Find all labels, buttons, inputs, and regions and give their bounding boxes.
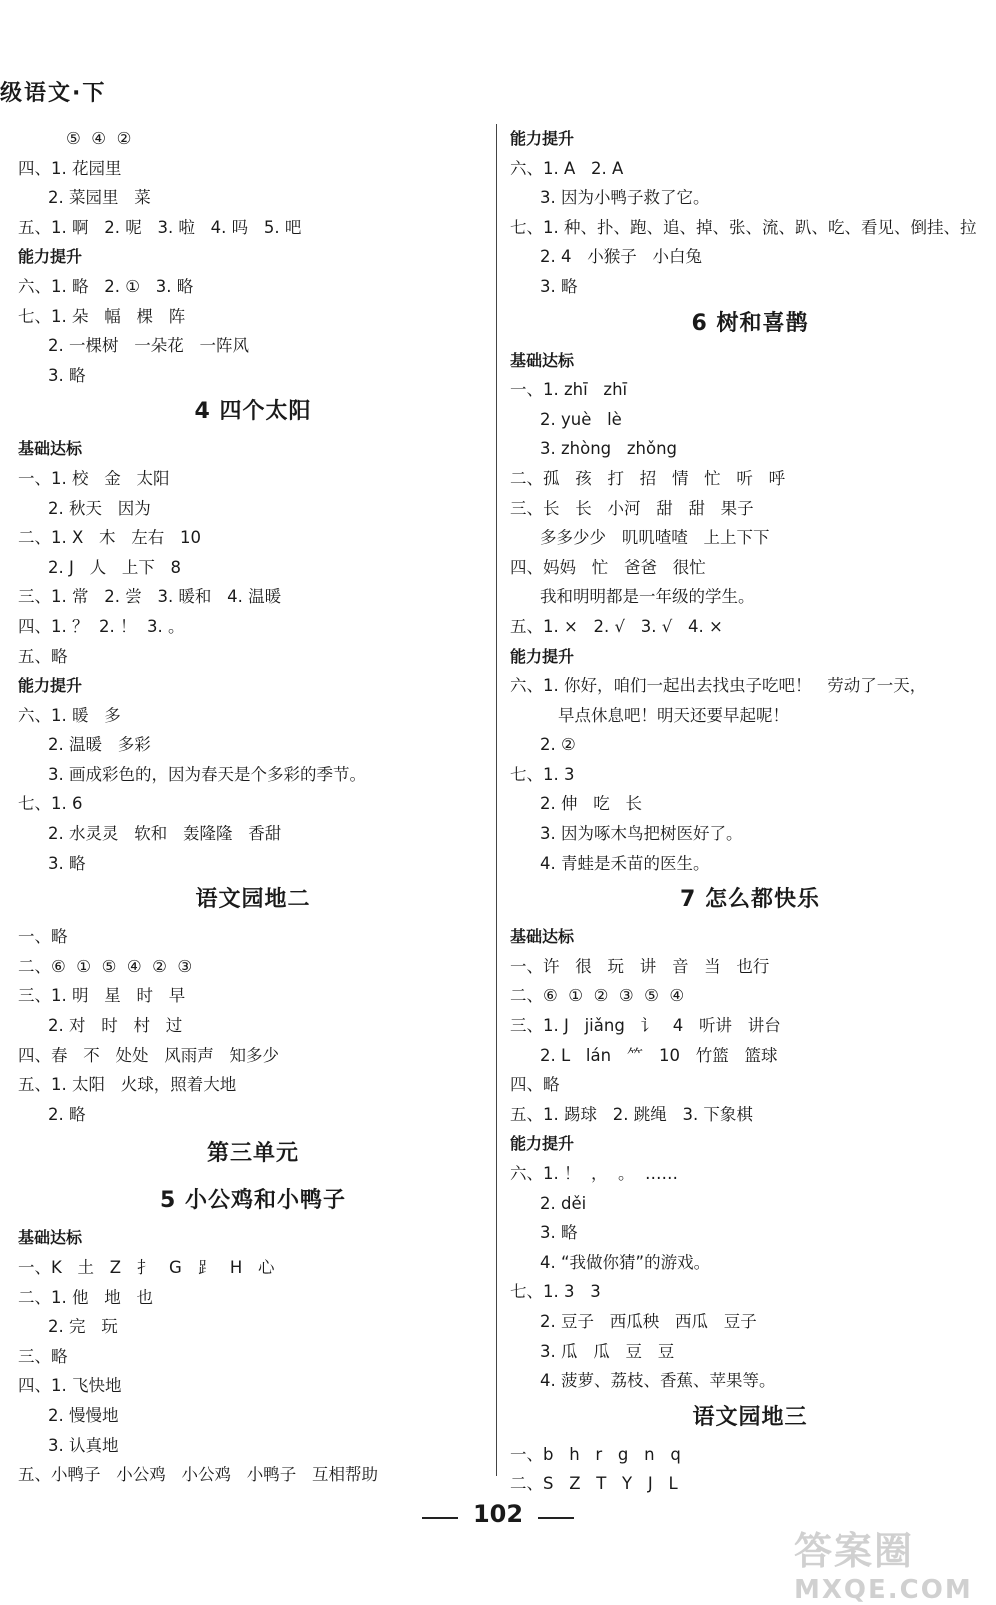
section-title: 5 小公鸡和小鸭子 bbox=[160, 1188, 346, 1214]
footer-dash-left bbox=[422, 1517, 458, 1519]
answer-line: 四、略 bbox=[510, 1075, 560, 1095]
section-title: 语文园地三 bbox=[692, 1404, 808, 1430]
answer-line: 二、1. 他 地 也 bbox=[18, 1287, 153, 1307]
answer-line: 二、孤 孩 打 招 情 忙 听 呼 bbox=[510, 468, 786, 488]
answer-line: 五、1. 啊 2. 呢 3. 啦 4. 吗 5. 吧 bbox=[18, 217, 302, 237]
answer-line: 2. 秋天 因为 bbox=[48, 498, 151, 518]
answer-line: 五、1. × 2. √ 3. √ 4. × bbox=[510, 616, 723, 636]
answer-line: 一、许 很 玩 讲 音 当 也行 bbox=[510, 956, 770, 976]
page-number: 102 bbox=[472, 1500, 524, 1528]
answer-line: 2. ② bbox=[540, 735, 576, 755]
answer-line: 二、1. X 木 左右 10 bbox=[18, 528, 201, 548]
answer-line: 2. 一棵树 一朵花 一阵风 bbox=[48, 336, 249, 356]
answer-line: 3. 因为小鸭子救了它。 bbox=[540, 188, 710, 208]
subsection-heading: 能力提升 bbox=[510, 1134, 575, 1154]
answer-line: 多多少少 叽叽喳喳 上上下下 bbox=[540, 528, 770, 548]
answer-line: 六、1. 略 2. ① 3. 略 bbox=[18, 276, 194, 296]
answer-line: 七、1. 朵 幅 棵 阵 bbox=[18, 306, 186, 326]
section-title: 语文园地二 bbox=[195, 887, 311, 913]
answer-line: 三、1. 常 2. 尝 3. 暖和 4. 温暖 bbox=[18, 587, 282, 607]
answer-line: ⑤ ④ ② bbox=[66, 129, 132, 148]
section-title: 4 四个太阳 bbox=[194, 399, 312, 425]
answer-line: 六、1. 你好，咱们一起出去找虫子吃吧！ 劳动了一天， bbox=[510, 676, 927, 696]
answer-line: 一、1. zhī zhī bbox=[510, 380, 628, 400]
subsection-heading: 能力提升 bbox=[510, 129, 575, 148]
column-divider bbox=[496, 124, 497, 1476]
answer-line: 2. 略 bbox=[48, 1104, 86, 1124]
answer-line: 五、1. 太阳 火球，照着大地 bbox=[18, 1075, 237, 1095]
answer-line: 4. “我做你猜”的游戏。 bbox=[540, 1252, 711, 1272]
answer-line: 3. 略 bbox=[540, 276, 578, 296]
answer-line: 2. 伸 吃 长 bbox=[540, 794, 642, 814]
answer-line: 二、⑥ ① ⑤ ④ ② ③ bbox=[18, 956, 193, 976]
answer-line: 3. zhòng zhǒng bbox=[540, 439, 678, 459]
answer-line: 2. 豆子 西瓜秧 西瓜 豆子 bbox=[540, 1311, 757, 1331]
subsection-heading: 基础达标 bbox=[18, 439, 83, 459]
answer-line: 七、1. 3 3 bbox=[510, 1282, 601, 1302]
answer-line: 4. 青蛙是禾苗的医生。 bbox=[540, 853, 710, 873]
answer-line: 2. J 人 上下 8 bbox=[48, 557, 182, 577]
answer-line: 四、1. 花园里 bbox=[18, 158, 122, 178]
answer-line: 2. 水灵灵 软和 轰隆隆 香甜 bbox=[48, 824, 282, 844]
answer-line: 一、1. 校 金 太阳 bbox=[18, 468, 170, 488]
answer-line: 五、略 bbox=[18, 646, 68, 666]
answer-line: 2. 对 时 村 过 bbox=[48, 1016, 183, 1036]
subsection-heading: 基础达标 bbox=[510, 350, 575, 370]
answer-line: 我和明明都是一年级的学生。 bbox=[540, 587, 755, 607]
answer-line: 三、1. 明 星 时 早 bbox=[18, 986, 186, 1006]
answer-line: 六、1. A 2. A bbox=[510, 158, 624, 178]
answer-line: 一、b h r g n q bbox=[510, 1444, 681, 1464]
answer-line: 二、⑥ ① ② ③ ⑤ ④ bbox=[510, 986, 685, 1006]
answer-line: 四、妈妈 忙 爸爸 很忙 bbox=[510, 557, 706, 577]
subsection-heading: 基础达标 bbox=[510, 927, 575, 947]
answer-line: 五、1. 踢球 2. 跳绳 3. 下象棋 bbox=[510, 1104, 753, 1124]
page-header: 级语文·下 bbox=[0, 81, 107, 106]
subsection-heading: 能力提升 bbox=[18, 676, 83, 696]
answer-line: 七、1. 6 bbox=[18, 794, 83, 814]
answer-line: 3. 略 bbox=[540, 1223, 578, 1243]
subsection-heading: 基础达标 bbox=[18, 1228, 83, 1248]
right-column bbox=[510, 124, 990, 1499]
answer-line: 早点休息吧！明天还要早起呢！ bbox=[558, 705, 789, 725]
left-column bbox=[18, 124, 488, 1490]
answer-line: 三、略 bbox=[18, 1346, 68, 1366]
answer-line: 2. 完 玩 bbox=[48, 1317, 118, 1337]
watermark-url: MXQE.COM bbox=[794, 1575, 973, 1605]
answer-line: 五、小鸭子 小公鸡 小公鸡 小鸭子 互相帮助 bbox=[18, 1465, 378, 1485]
section-title: 7 怎么都快乐 bbox=[680, 887, 820, 913]
watermark-text: 答案圈 bbox=[794, 1529, 915, 1573]
section-title: 6 树和喜鹊 bbox=[691, 310, 809, 336]
answer-line: 3. 因为啄木鸟把树医好了。 bbox=[540, 824, 743, 844]
answer-line: 2. 菜园里 菜 bbox=[48, 188, 151, 208]
footer-dash-right bbox=[538, 1517, 574, 1519]
answer-line: 六、1. 暖 多 bbox=[18, 705, 121, 725]
answer-line: 3. 略 bbox=[48, 365, 86, 385]
answer-line: 七、1. 种、扑、跑、追、掉、张、流、趴、吃、看见、倒挂、拉 bbox=[510, 217, 977, 237]
subsection-heading: 能力提升 bbox=[18, 247, 83, 267]
answer-line: 一、K 土 Z 扌 G ⻊ H 心 bbox=[18, 1258, 275, 1277]
answer-line: 3. 画成彩色的，因为春天是个多彩的季节。 bbox=[48, 764, 366, 784]
answer-line: 六、1. ！ ， 。 …… bbox=[510, 1164, 678, 1183]
answer-line: 2. 慢慢地 bbox=[48, 1405, 119, 1425]
answer-line: 2. děi bbox=[540, 1193, 587, 1213]
answer-line: 4. 菠萝、荔枝、香蕉、苹果等。 bbox=[540, 1371, 776, 1391]
answer-line: 二、S Z T Y J L bbox=[510, 1474, 678, 1494]
answer-line: 一、略 bbox=[18, 927, 68, 947]
answer-line: 2. yuè lè bbox=[540, 409, 622, 429]
answer-line: 三、长 长 小河 甜 甜 果子 bbox=[510, 498, 754, 518]
answer-line: 3. 略 bbox=[48, 853, 86, 873]
answer-line: 3. 认真地 bbox=[48, 1435, 119, 1455]
answer-line: 2. 温暖 多彩 bbox=[48, 735, 151, 755]
answer-line: 2. 4 小猴子 小白兔 bbox=[540, 247, 702, 267]
answer-line: 七、1. 3 bbox=[510, 764, 575, 784]
watermark-logo bbox=[794, 1520, 974, 1605]
answer-line: 三、1. J jiǎng 讠 4 听讲 讲台 bbox=[510, 1016, 781, 1036]
answer-line: 四、1. 飞快地 bbox=[18, 1376, 122, 1396]
answer-line: 四、1. ？ 2. ！ 3. 。 bbox=[18, 616, 185, 636]
answer-line: 四、春 不 处处 风雨声 知多少 bbox=[18, 1045, 279, 1065]
section-title: 第三单元 bbox=[206, 1141, 299, 1167]
answer-line: 3. 瓜 瓜 豆 豆 bbox=[540, 1341, 675, 1361]
answer-line: 2. L lán ⺮ 10 竹篮 篮球 bbox=[540, 1045, 778, 1065]
subsection-heading: 能力提升 bbox=[510, 646, 575, 666]
